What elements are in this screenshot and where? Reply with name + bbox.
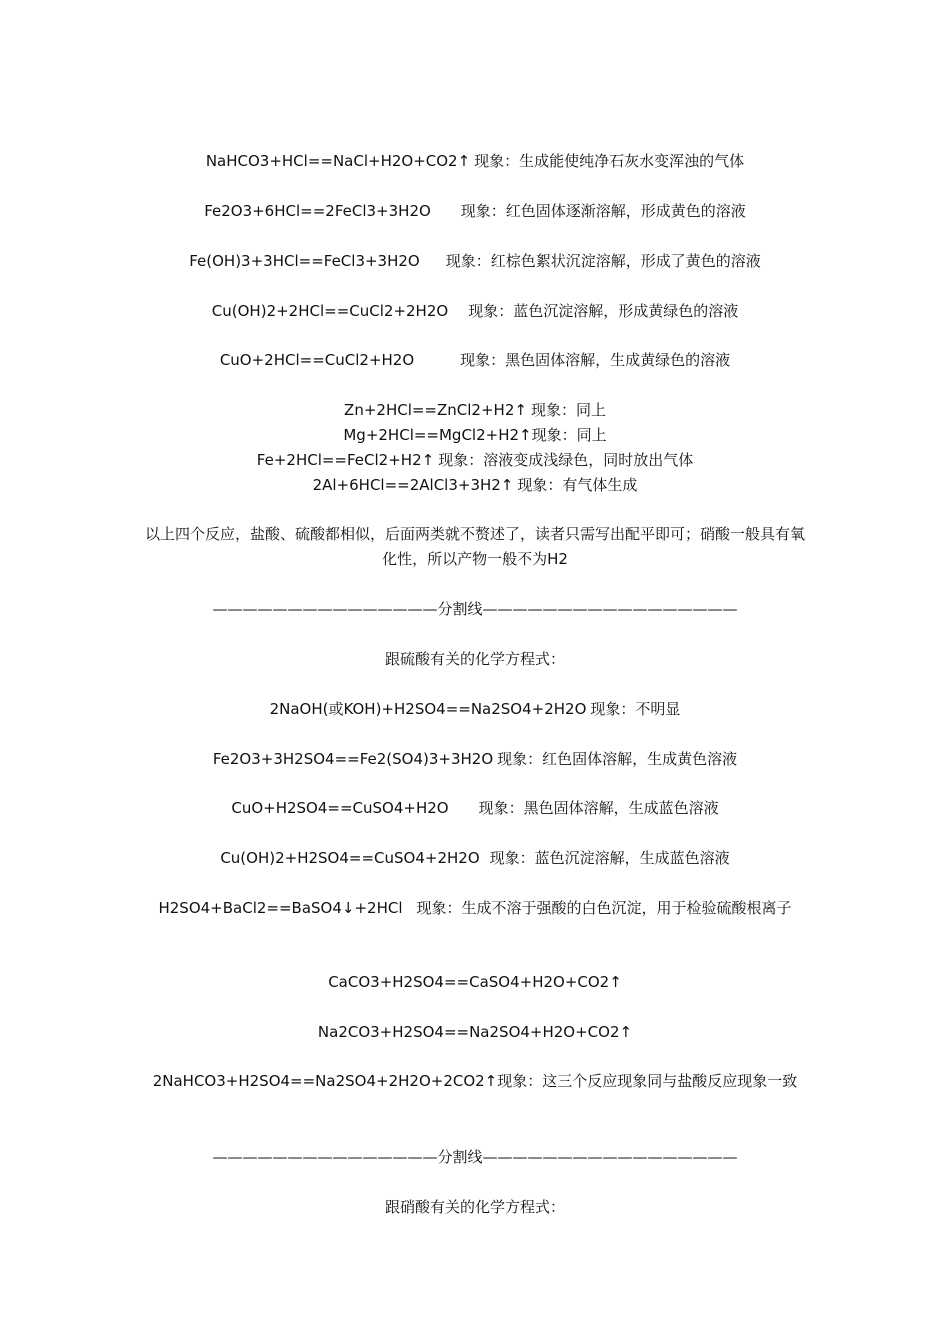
sulfuric-line-4 xyxy=(140,846,810,871)
hcl-line-7 xyxy=(140,423,810,448)
sulfuric-line-3 xyxy=(140,796,810,821)
equation: Fe+2HCl==FeCl2+H2↑ xyxy=(256,451,435,469)
phenomenon-note: 现象：蓝色沉淀溶解，生成蓝色溶液 xyxy=(489,849,730,867)
equation: Fe2O3+3H2SO4==Fe2(SO4)3+3H2O xyxy=(212,750,494,768)
hcl-line-2 xyxy=(140,199,810,224)
equation: 2NaOH(或KOH)+H2SO4==Na2SO4+2H2O xyxy=(269,700,587,718)
hcl-line-9 xyxy=(140,473,810,498)
remark-text: 以上四个反应，盐酸、硫酸都相似，后面两类就不赘述了，读者只需写出配平即可；硝酸一般具有氧化性，所以产物一般不为 xyxy=(144,525,805,568)
sulfuric-line-1 xyxy=(140,697,810,722)
equation: Cu(OH)2+2HCl==CuCl2+2H2O xyxy=(211,302,449,320)
phenomenon-note: 现象：生成不溶于强酸的白色沉淀，用于检验硫酸根离子 xyxy=(416,899,792,917)
phenomenon-note: 现象：同上 xyxy=(530,401,606,419)
phenomenon-note: 现象：生成能使纯净石灰水变浑浊的气体 xyxy=(474,152,745,170)
sulfuric-line-2 xyxy=(140,747,810,772)
section-heading: 跟硫酸有关的化学方程式： xyxy=(384,650,565,668)
phenomenon-note: 现象：蓝色沉淀溶解，形成黄绿色的溶液 xyxy=(468,302,739,320)
equation: Fe(OH)3+3HCl==FeCl3+3H2O xyxy=(189,252,420,270)
divider-1 xyxy=(140,597,810,622)
phenomenon-note: 现象：红色固体逐渐溶解，形成黄色的溶液 xyxy=(460,202,746,220)
sulfuric-line-7 xyxy=(140,1020,810,1045)
hcl-line-5 xyxy=(140,348,810,373)
hcl-line-3 xyxy=(140,249,810,274)
phenomenon-note: 现象：这三个反应现象同与盐酸反应现象一致 xyxy=(497,1072,798,1090)
section-heading: 跟硝酸有关的化学方程式： xyxy=(384,1198,565,1216)
phenomenon-note: 现象：溶液变成浅绿色，同时放出气体 xyxy=(438,451,694,469)
divider-text: ———————————————分割线————————————————— xyxy=(212,1148,738,1166)
equation: NaHCO3+HCl==NaCl+H2O+CO2↑ xyxy=(205,152,471,170)
equation: Mg+2HCl==MgCl2+H2↑ xyxy=(343,426,532,444)
phenomenon-note: 现象：不明显 xyxy=(590,700,681,718)
nitric-heading xyxy=(140,1195,810,1220)
hcl-line-6 xyxy=(140,398,810,423)
equation: Na2CO3+H2SO4==Na2SO4+H2O+CO2↑ xyxy=(317,1023,633,1041)
equation: Zn+2HCl==ZnCl2+H2↑ xyxy=(344,401,527,419)
sulfuric-line-5 xyxy=(140,896,810,921)
equation: 2Al+6HCl==2AlCl3+3H2↑ xyxy=(312,476,514,494)
equation: Fe2O3+6HCl==2FeCl3+3H2O xyxy=(204,202,431,220)
equation: 2NaHCO3+H2SO4==Na2SO4+2H2O+2CO2↑ xyxy=(152,1072,498,1090)
hcl-line-4 xyxy=(140,299,810,324)
phenomenon-note: 现象：黑色固体溶解，生成蓝色溶液 xyxy=(478,799,719,817)
equation: Cu(OH)2+H2SO4==CuSO4+2H2O xyxy=(220,849,480,867)
phenomenon-note: 现象：同上 xyxy=(531,426,607,444)
phenomenon-note: 现象：红棕色絮状沉淀溶解，形成了黄色的溶液 xyxy=(445,252,761,270)
divider-2 xyxy=(140,1145,810,1170)
hcl-remark xyxy=(140,522,810,572)
sulfuric-line-8 xyxy=(140,1069,810,1094)
hcl-line-1 xyxy=(140,149,810,174)
equation: CuO+H2SO4==CuSO4+H2O xyxy=(231,799,449,817)
divider-text: ———————————————分割线————————————————— xyxy=(212,600,738,618)
phenomenon-note: 现象：红色固体溶解，生成黄色溶液 xyxy=(497,750,738,768)
sulfuric-line-6 xyxy=(140,970,810,995)
remark-formula: H2 xyxy=(547,550,568,568)
hcl-line-8 xyxy=(140,448,810,473)
phenomenon-note: 现象：有气体生成 xyxy=(517,476,638,494)
equation: CaCO3+H2SO4==CaSO4+H2O+CO2↑ xyxy=(328,973,622,991)
equation: CuO+2HCl==CuCl2+H2O xyxy=(219,351,415,369)
phenomenon-note: 现象：黑色固体溶解，生成黄绿色的溶液 xyxy=(460,351,731,369)
sulfuric-heading xyxy=(140,647,810,672)
equation: H2SO4+BaCl2==BaSO4↓+2HCl xyxy=(158,899,403,917)
